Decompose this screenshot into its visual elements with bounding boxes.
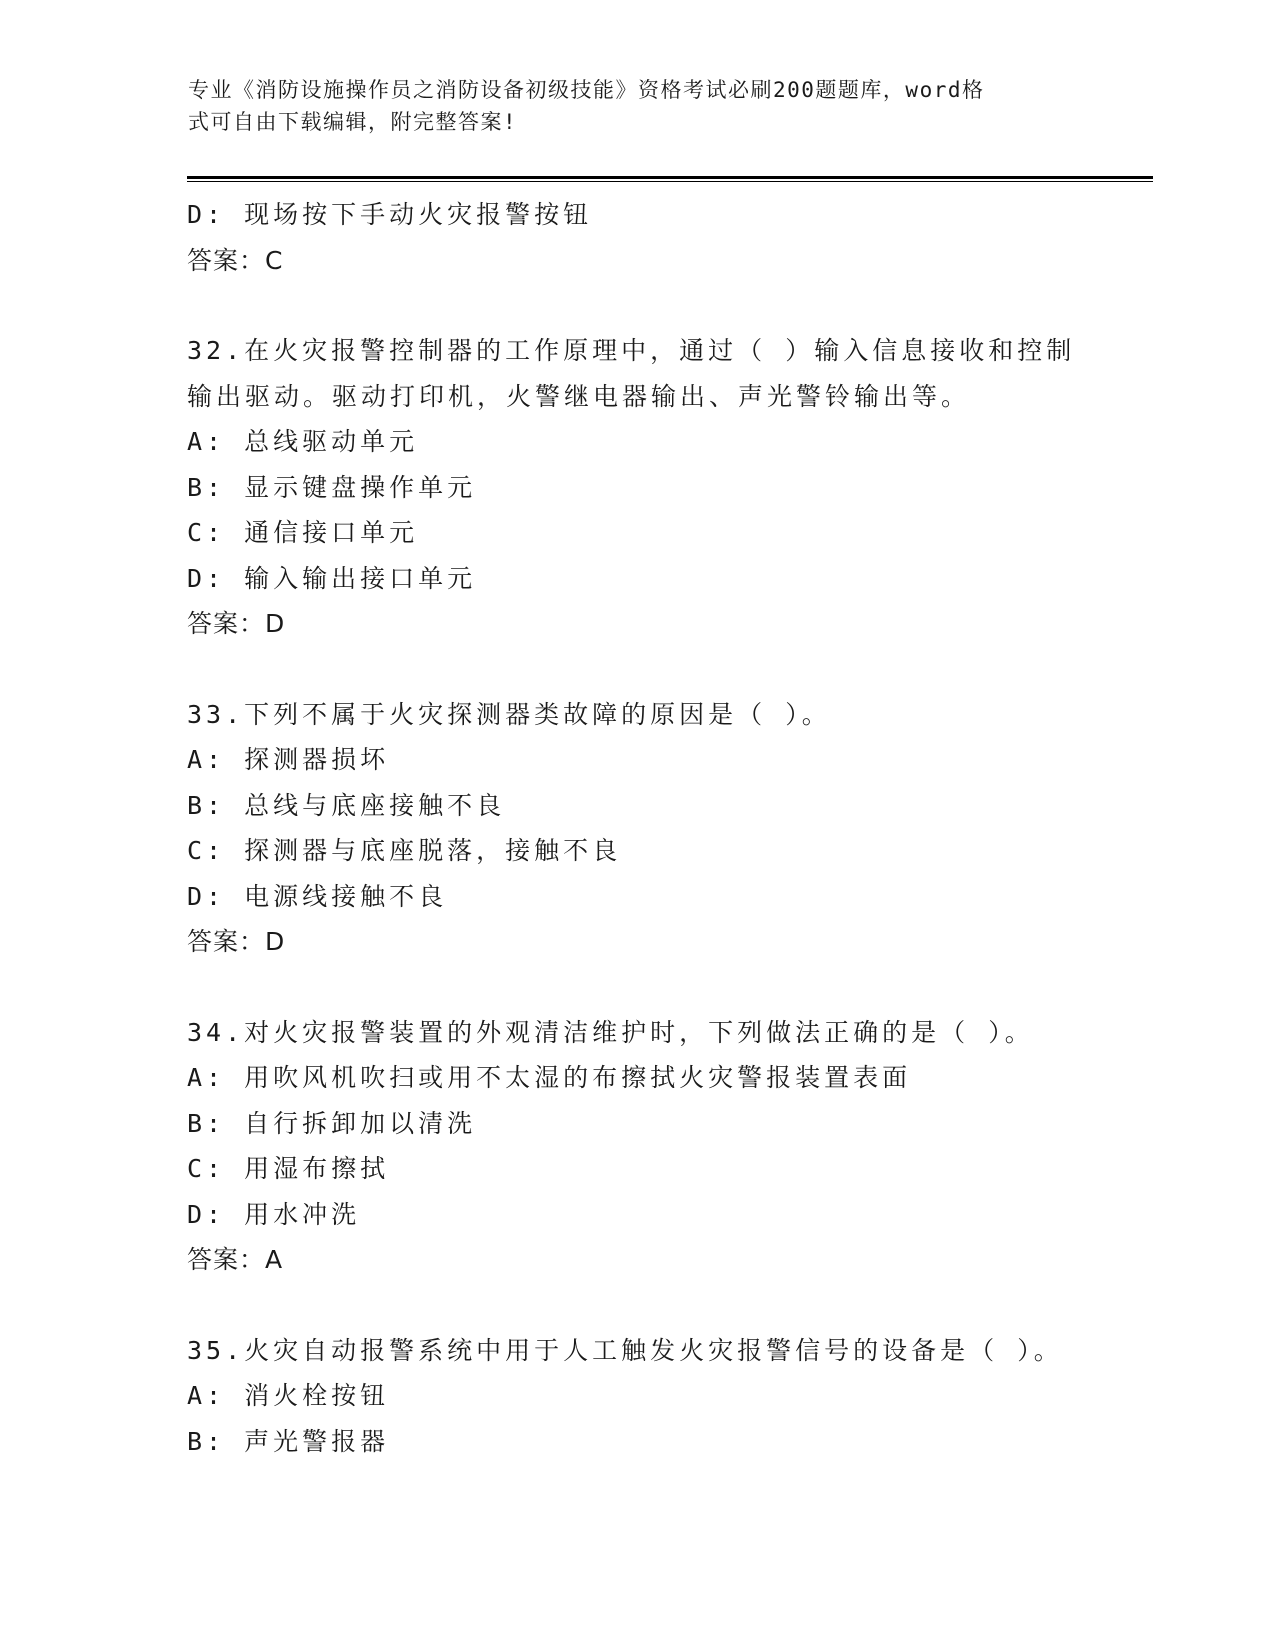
question-stem: 34.对火灾报警装置的外观清洁维护时，下列做法正确的是（ ）。 <box>187 1017 1034 1047</box>
question-33 <box>187 692 1087 965</box>
answer: 答案：D <box>187 609 286 638</box>
option-c: C: 通信接口单元 <box>187 518 419 547</box>
option-a: A: 总线驱动单元 <box>187 427 419 456</box>
question-stem: 35.火灾自动报警系统中用于人工触发火灾报警信号的设备是（ ）。 <box>187 1335 1063 1365</box>
answer: 答案：D <box>187 927 286 956</box>
question-stem-cont: 输出驱动。驱动打印机，火警继电器输出、声光警铃输出等。 <box>187 381 971 411</box>
option-c: C: 探测器与底座脱落，接触不良 <box>187 836 622 865</box>
header-line-2: 式可自由下载编辑，附完整答案! <box>188 110 518 134</box>
option-a: A: 探测器损坏 <box>187 745 390 774</box>
option-a: A: 消火栓按钮 <box>187 1381 390 1410</box>
question-content <box>187 192 1087 1464</box>
question-35 <box>187 1328 1087 1465</box>
option-a: A: 用吹风机吹扫或用不太湿的布擦拭火灾警报装置表面 <box>187 1063 912 1092</box>
question-34 <box>187 1010 1087 1283</box>
option-b: B: 声光警报器 <box>187 1426 390 1456</box>
header-divider-thick <box>187 176 1153 179</box>
option-d: D: 用水冲洗 <box>187 1199 361 1229</box>
document-header <box>188 74 1068 138</box>
answer: 答案：A <box>187 1245 284 1274</box>
question-stem: 33.下列不属于火灾探测器类故障的原因是（ ）。 <box>187 699 831 729</box>
answer: 答案：C <box>187 245 284 275</box>
header-line-1: 专业《消防设施操作员之消防设备初级技能》资格考试必刷200题题库，word格 <box>188 78 985 102</box>
option-d: D: 电源线接触不良 <box>187 881 448 911</box>
option-d: D: 输入输出接口单元 <box>187 563 477 593</box>
question-32 <box>187 328 1087 647</box>
option-b: B: 自行拆卸加以清洗 <box>187 1108 477 1138</box>
option-b: B: 显示键盘操作单元 <box>187 472 477 502</box>
option-b: B: 总线与底座接触不良 <box>187 790 506 820</box>
header-divider-thin <box>187 181 1153 182</box>
option-c: C: 用湿布擦拭 <box>187 1154 390 1183</box>
option-d: D: 现场按下手动火灾报警按钮 <box>187 200 593 229</box>
question-stem: 32.在火灾报警控制器的工作原理中，通过（ ）输入信息接收和控制 <box>187 336 1076 365</box>
